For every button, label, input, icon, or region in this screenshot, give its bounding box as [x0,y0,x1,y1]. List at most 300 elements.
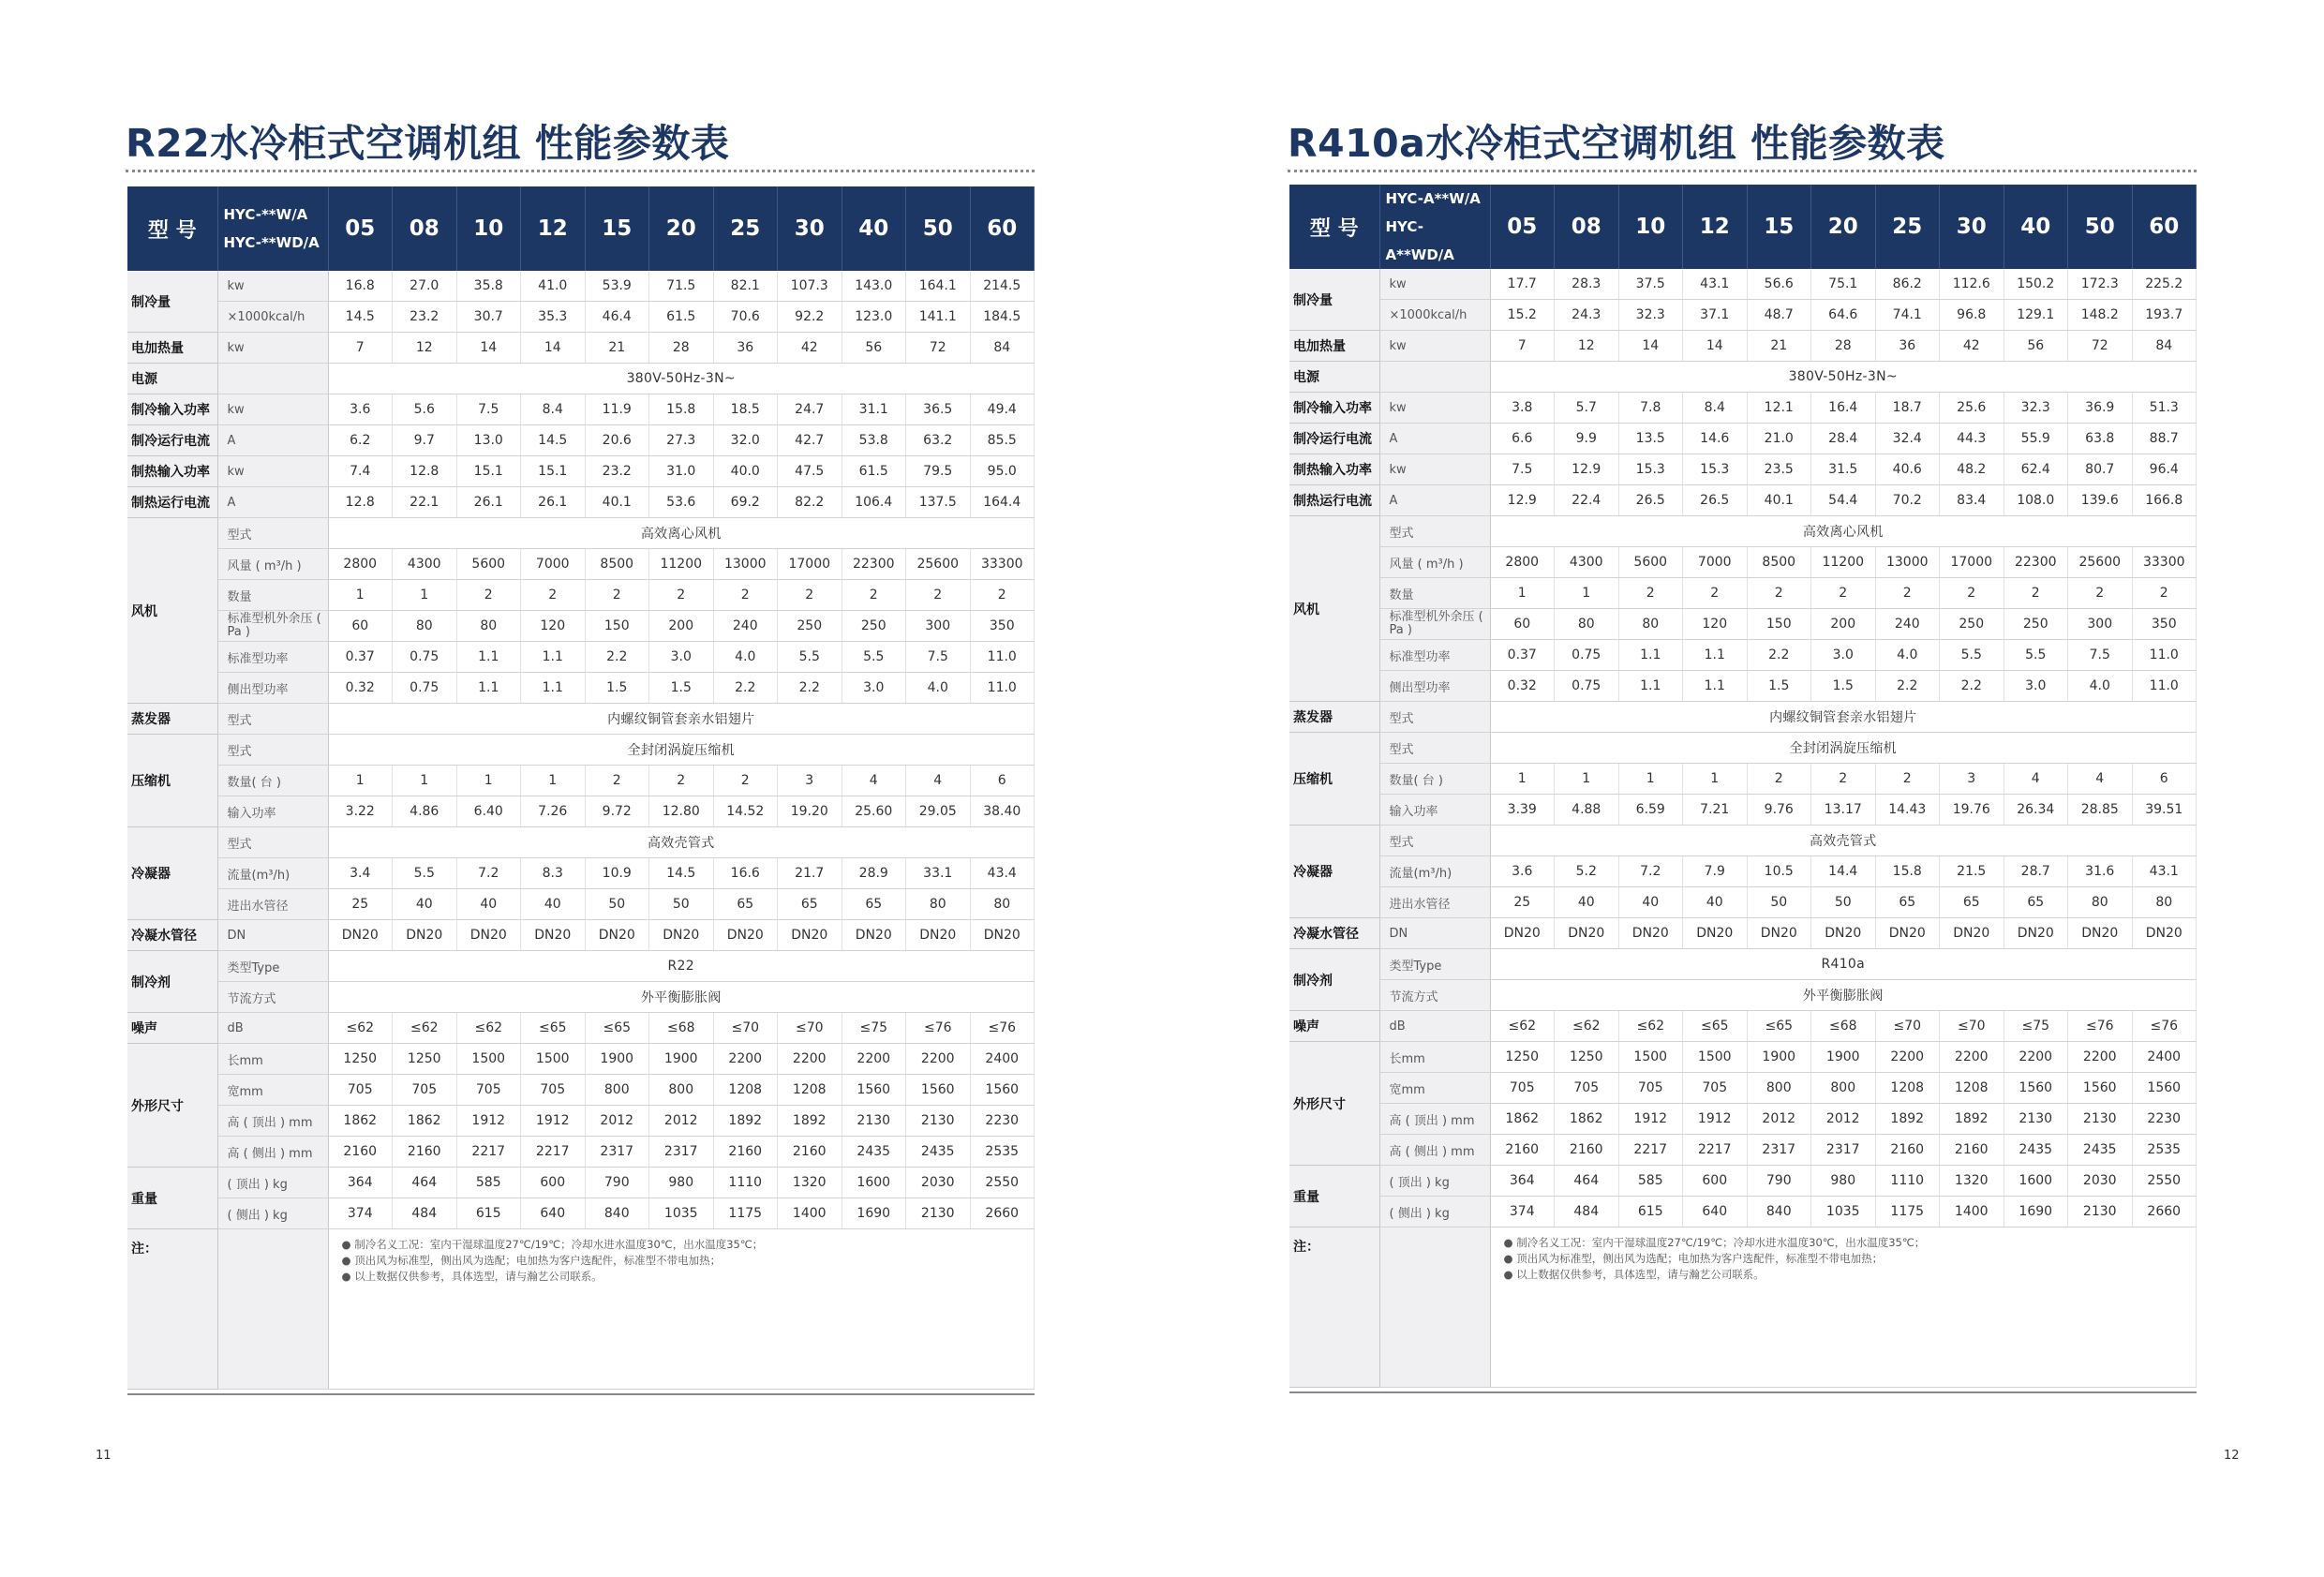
table-row [1289,1042,2197,1073]
table-cell: 14 [456,333,521,364]
row-sub-label: 进出水管径 [217,889,328,920]
table-cell: 80.7 [2068,454,2133,485]
note-line: ● 顶出风为标准型，侧出风为选配；电加热为客户选配件，标准型不带电加热； [341,1254,722,1267]
row-group-label: 制冷输入功率 [127,394,217,425]
table-cell: 31.0 [649,456,714,487]
table-cell: 7.9 [1683,856,1748,887]
row-sub-label: ×1000kcal/h [1379,300,1490,331]
row-sub-label: 数量 [217,580,328,611]
table-cell: 2130 [2068,1104,2133,1135]
table-cell: 35.3 [521,302,586,333]
table-cell: 7.2 [456,858,521,889]
table-cell: DN20 [585,920,649,951]
table-cell: 70.2 [1875,485,1940,516]
table-cell: 2 [521,580,586,611]
table-cell: 85.5 [970,425,1035,456]
table-cell: 800 [585,1075,649,1106]
row-group-label: 压缩机 [127,735,217,827]
row-group-label: 冷凝水管径 [127,920,217,951]
table-cell: DN20 [906,920,971,951]
table-cell: 8.4 [1683,393,1748,424]
table-cell: 13.0 [456,425,521,456]
table-cell: 2660 [2132,1197,2197,1227]
table-cell: 26.5 [1618,485,1683,516]
table-cell: 1500 [1683,1042,1748,1073]
page-title: R22水冷柜式空调机组 性能参数表 [126,121,730,166]
table-cell: DN20 [2068,918,2133,949]
table-bottom-rule [1289,1391,2197,1393]
table-cell: 464 [393,1168,457,1198]
table-cell: 22300 [2004,547,2068,578]
table-cell: 3.0 [2004,671,2068,702]
table-cell: 15.1 [521,456,586,487]
table-cell: 31.1 [842,394,906,425]
model-series: HYC-A**WD/A [1385,218,1454,263]
spec-table-container [127,186,1035,1390]
row-sub-label: kw [217,456,328,487]
table-cell: 33.1 [906,858,971,889]
merged-value: 外平衡膨胀阀 [328,982,1035,1013]
table-cell: 13000 [713,549,778,580]
table-cell: 640 [521,1198,586,1229]
table-cell: 2317 [1747,1135,1811,1166]
notes-spacer [217,1229,328,1390]
table-row [1289,671,2197,702]
table-cell: 3.0 [649,642,714,673]
table-cell: 75.1 [1811,269,1876,300]
title-dotted-rule [1288,170,2197,172]
table-cell: 2160 [1490,1135,1555,1166]
table-cell: 5.5 [778,642,842,673]
table-cell: 1.1 [1618,671,1683,702]
table-cell: 5.5 [1940,640,2004,671]
table-row [127,673,1035,704]
table-cell: 50 [1811,887,1876,918]
table-cell: 250 [2004,609,2068,640]
table-cell: 50 [585,889,649,920]
table-cell: 1900 [1811,1042,1876,1073]
table-cell: 7000 [1683,547,1748,578]
model-series: HYC-**WD/A [223,234,320,251]
model-size: 05 [1490,185,1555,269]
table-row [127,1013,1035,1044]
table-cell: 137.5 [906,487,971,518]
table-row [127,580,1035,611]
table-cell: 14.5 [649,858,714,889]
table-cell: 3.6 [328,394,393,425]
table-cell: 1862 [1555,1104,1619,1135]
table-cell: 2 [1747,764,1811,795]
table-cell: 1.1 [1683,640,1748,671]
table-cell: 74.1 [1875,300,1940,331]
table-cell: 71.5 [649,271,714,302]
table-row [127,982,1035,1013]
table-cell: 5.5 [842,642,906,673]
table-cell: 1.5 [1811,671,1876,702]
table-row [127,889,1035,920]
table-cell: 2 [2068,578,2133,609]
table-cell: 0.75 [393,642,457,673]
table-cell: 61.5 [842,456,906,487]
table-cell: 2435 [842,1137,906,1168]
table-cell: 3.4 [328,858,393,889]
table-cell: 193.7 [2132,300,2197,331]
table-cell: 9.76 [1747,795,1811,826]
page-title: R410a水冷柜式空调机组 性能参数表 [1288,121,1945,166]
table-cell: 12 [1555,331,1619,362]
table-cell: 62.4 [2004,454,2068,485]
table-cell: 12.9 [1555,454,1619,485]
merged-value: 380V-50Hz-3N~ [328,364,1035,394]
table-cell: ≤62 [393,1013,457,1044]
table-cell: 1892 [1940,1104,2004,1135]
table-cell: 1892 [778,1106,842,1137]
table-cell: 15.3 [1683,454,1748,485]
table-cell: 63.2 [906,425,971,456]
table-cell: 39.51 [2132,795,2197,826]
table-row [127,611,1035,642]
table-cell: 1690 [842,1198,906,1229]
table-cell: 200 [649,611,714,642]
table-cell: 705 [393,1075,457,1106]
table-cell: 55.9 [2004,424,2068,454]
table-row [1289,887,2197,918]
table-cell: DN20 [1811,918,1876,949]
row-group-label: 制冷运行电流 [127,425,217,456]
table-cell: 18.7 [1875,393,1940,424]
table-cell: 1250 [1555,1042,1619,1073]
row-sub-label: 节流方式 [217,982,328,1013]
table-cell: 25 [328,889,393,920]
table-cell: 1912 [456,1106,521,1137]
table-cell: 1400 [778,1198,842,1229]
row-sub-label: 型式 [1379,516,1490,547]
table-cell: DN20 [970,920,1035,951]
table-cell: 166.8 [2132,485,2197,516]
table-cell: 15.8 [1875,856,1940,887]
table-cell: 36.5 [906,394,971,425]
table-cell: 40 [1618,887,1683,918]
row-sub-label: kw [1379,269,1490,300]
table-row [127,394,1035,425]
table-cell: 150 [585,611,649,642]
row-sub-label: A [217,487,328,518]
table-cell: 2 [649,766,714,796]
table-cell: 56 [2004,331,2068,362]
row-sub-label: dB [1379,1011,1490,1042]
table-cell: ≤70 [713,1013,778,1044]
table-cell: 83.4 [1940,485,2004,516]
notes-row [127,1229,1035,1390]
table-cell: 28.4 [1811,424,1876,454]
table-cell: 2400 [2132,1042,2197,1073]
table-cell: 2 [842,580,906,611]
table-cell: 980 [1811,1166,1876,1197]
row-sub-label: ( 顶出 ) kg [217,1168,328,1198]
table-cell: 11.9 [585,394,649,425]
table-cell: 2130 [2004,1104,2068,1135]
table-cell: 640 [1683,1197,1748,1227]
table-cell: 21 [1747,331,1811,362]
page-number: 11 [96,1449,112,1463]
table-cell: 37.5 [1618,269,1683,300]
table-cell: 6.2 [328,425,393,456]
merged-value: 内螺纹铜管套亲水铝翅片 [328,704,1035,735]
table-cell: ≤70 [1875,1011,1940,1042]
table-cell: 0.37 [328,642,393,673]
table-cell: ≤76 [2068,1011,2133,1042]
row-sub-label: 型式 [217,735,328,766]
table-cell: 82.1 [713,271,778,302]
table-cell: 1 [1618,764,1683,795]
table-cell: 2.2 [1875,671,1940,702]
table-cell: 790 [585,1168,649,1198]
table-cell: 65 [842,889,906,920]
table-row [1289,733,2197,764]
table-cell: 7 [328,333,393,364]
table-cell: 2160 [1555,1135,1619,1166]
table-cell: 3.22 [328,796,393,827]
table-cell: 1250 [328,1044,393,1075]
table-cell: 150 [1747,609,1811,640]
table-cell: 129.1 [2004,300,2068,331]
table-cell: 32.4 [1875,424,1940,454]
table-cell: 250 [1940,609,2004,640]
table-cell: 11.0 [2132,640,2197,671]
table-cell: 120 [521,611,586,642]
title-dotted-rule [126,170,1035,172]
model-size: 08 [393,186,457,271]
table-cell: 225.2 [2132,269,2197,300]
table-cell: 250 [842,611,906,642]
table-cell: 143.0 [842,271,906,302]
row-group-label: 外形尺寸 [127,1044,217,1168]
table-cell: 1500 [456,1044,521,1075]
table-cell: 31.6 [2068,856,2133,887]
table-cell: 2800 [328,549,393,580]
table-cell: 214.5 [970,271,1035,302]
table-cell: 12.80 [649,796,714,827]
model-size: 15 [585,186,649,271]
table-cell: ≤65 [1747,1011,1811,1042]
table-cell: 40.1 [1747,485,1811,516]
row-sub-label [1379,362,1490,393]
table-cell: 11.0 [2132,671,2197,702]
note-line: ● 以上数据仅供参考，具体选型，请与瀚艺公司联系。 [1503,1268,1765,1281]
table-cell: 0.37 [1490,640,1555,671]
table-cell: 240 [713,611,778,642]
table-row [127,920,1035,951]
table-cell: ≤75 [2004,1011,2068,1042]
table-row [1289,578,2197,609]
table-row [127,364,1035,394]
table-cell: 585 [1618,1166,1683,1197]
merged-value: 高效壳管式 [1490,826,2197,856]
table-cell: 1.1 [456,673,521,704]
table-cell: 9.9 [1555,424,1619,454]
table-row [127,766,1035,796]
row-sub-label: 长mm [217,1044,328,1075]
row-sub-label: kw [217,333,328,364]
model-size: 10 [456,186,521,271]
table-cell: 40 [393,889,457,920]
table-row [1289,1104,2197,1135]
table-cell: 4 [2004,764,2068,795]
table-cell: 1690 [2004,1197,2068,1227]
table-cell: 2 [1683,578,1748,609]
table-cell: 50 [1747,887,1811,918]
row-group-label: 压缩机 [1289,733,1379,826]
table-row [127,302,1035,333]
table-cell: DN20 [1747,918,1811,949]
row-sub-label: 数量( 台 ) [1379,764,1490,795]
table-cell: 1250 [1490,1042,1555,1073]
merged-value: R410a [1490,949,2197,980]
table-cell: 28.7 [2004,856,2068,887]
row-sub-label: 标准型机外余压 ( Pa ) [217,611,328,642]
table-cell: 1862 [393,1106,457,1137]
table-cell: 88.7 [2132,424,2197,454]
table-cell: 22.1 [393,487,457,518]
table-cell: 7.8 [1618,393,1683,424]
table-cell: 1.1 [521,642,586,673]
table-row [127,549,1035,580]
table-cell: 2435 [906,1137,971,1168]
table-bottom-rule [127,1393,1035,1395]
table-cell: 1175 [713,1198,778,1229]
table-cell: ≤62 [1555,1011,1619,1042]
row-group-label: 制冷剂 [127,951,217,1013]
table-cell: 615 [456,1198,521,1229]
table-cell: 92.2 [778,302,842,333]
table-cell: 123.0 [842,302,906,333]
table-cell: 5.2 [1555,856,1619,887]
table-cell: 790 [1747,1166,1811,1197]
table-cell: 141.1 [906,302,971,333]
row-group-label: 噪声 [127,1013,217,1044]
table-cell: 27.3 [649,425,714,456]
table-row [1289,795,2197,826]
table-cell: 2 [970,580,1035,611]
table-cell: ≤76 [2132,1011,2197,1042]
table-cell: 80 [2068,887,2133,918]
table-cell: 2160 [713,1137,778,1168]
table-row [127,1075,1035,1106]
table-cell: 250 [778,611,842,642]
table-cell: 106.4 [842,487,906,518]
model-size: 20 [1811,185,1876,269]
model-size: 15 [1747,185,1811,269]
row-group-label: 制热输入功率 [127,456,217,487]
table-row [1289,485,2197,516]
table-cell: 112.6 [1940,269,2004,300]
table-cell: 27.0 [393,271,457,302]
row-group-label: 冷凝水管径 [1289,918,1379,949]
table-cell: 1.1 [1683,671,1748,702]
table-cell: 1035 [1811,1197,1876,1227]
table-cell: DN20 [649,920,714,951]
table-cell: 1208 [1875,1073,1940,1104]
row-group-label: 冷凝器 [1289,826,1379,918]
row-sub-label: A [217,425,328,456]
table-cell: 4300 [393,549,457,580]
table-cell: 95.0 [970,456,1035,487]
row-sub-label: A [1379,424,1490,454]
table-cell: 150.2 [2004,269,2068,300]
table-cell: 1400 [1940,1197,2004,1227]
row-sub-label: 型式 [217,827,328,858]
table-row [1289,393,2197,424]
row-group-label: 蒸发器 [1289,702,1379,733]
table-cell: 2 [713,766,778,796]
table-cell: 1110 [1875,1166,1940,1197]
model-size: 30 [778,186,842,271]
model-size: 12 [521,186,586,271]
row-group-label: 制热运行电流 [1289,485,1379,516]
table-cell: 2 [1940,578,2004,609]
row-sub-label: 类型Type [1379,949,1490,980]
row-group-label: 噪声 [1289,1011,1379,1042]
table-cell: 2550 [970,1168,1035,1198]
table-cell: 0.75 [1555,671,1619,702]
table-cell: 80 [2132,887,2197,918]
table-cell: 484 [393,1198,457,1229]
table-cell: 15.8 [649,394,714,425]
table-cell: 10.9 [585,858,649,889]
table-cell: 23.2 [393,302,457,333]
table-row [1289,764,2197,795]
table-cell: 65 [713,889,778,920]
merged-value: 外平衡膨胀阀 [1490,980,2197,1011]
table-cell: 800 [649,1075,714,1106]
table-cell: DN20 [2132,918,2197,949]
table-cell: 1035 [649,1198,714,1229]
table-cell: 28 [1811,331,1876,362]
table-cell: 484 [1555,1197,1619,1227]
table-cell: 40 [521,889,586,920]
table-cell: 1560 [2004,1073,2068,1104]
table-cell: ≤68 [649,1013,714,1044]
table-cell: 1250 [393,1044,457,1075]
note-line: ● 以上数据仅供参考，具体选型，请与瀚艺公司联系。 [341,1270,603,1283]
table-cell: 2200 [1940,1042,2004,1073]
table-cell: 0.32 [1490,671,1555,702]
table-cell: 12.8 [328,487,393,518]
table-cell: 4 [906,766,971,796]
table-cell: 96.8 [1940,300,2004,331]
table-cell: 1560 [842,1075,906,1106]
table-cell: 60 [328,611,393,642]
table-cell: 120 [1683,609,1748,640]
table-cell: DN20 [778,920,842,951]
row-group-label: 制热输入功率 [1289,454,1379,485]
merged-value: 高效离心风机 [328,518,1035,549]
table-cell: 2317 [1811,1135,1876,1166]
table-cell: 1320 [778,1168,842,1198]
row-group-label: 蒸发器 [127,704,217,735]
table-cell: 7.5 [456,394,521,425]
table-cell: 2160 [1940,1135,2004,1166]
table-row [127,425,1035,456]
table-cell: DN20 [328,920,393,951]
table-cell: 3.6 [1490,856,1555,887]
table-cell: DN20 [1490,918,1555,949]
table-cell: 8500 [585,549,649,580]
table-cell: 2 [1811,764,1876,795]
table-cell: 6.59 [1618,795,1683,826]
table-cell: 46.4 [585,302,649,333]
table-cell: 2230 [2132,1104,2197,1135]
